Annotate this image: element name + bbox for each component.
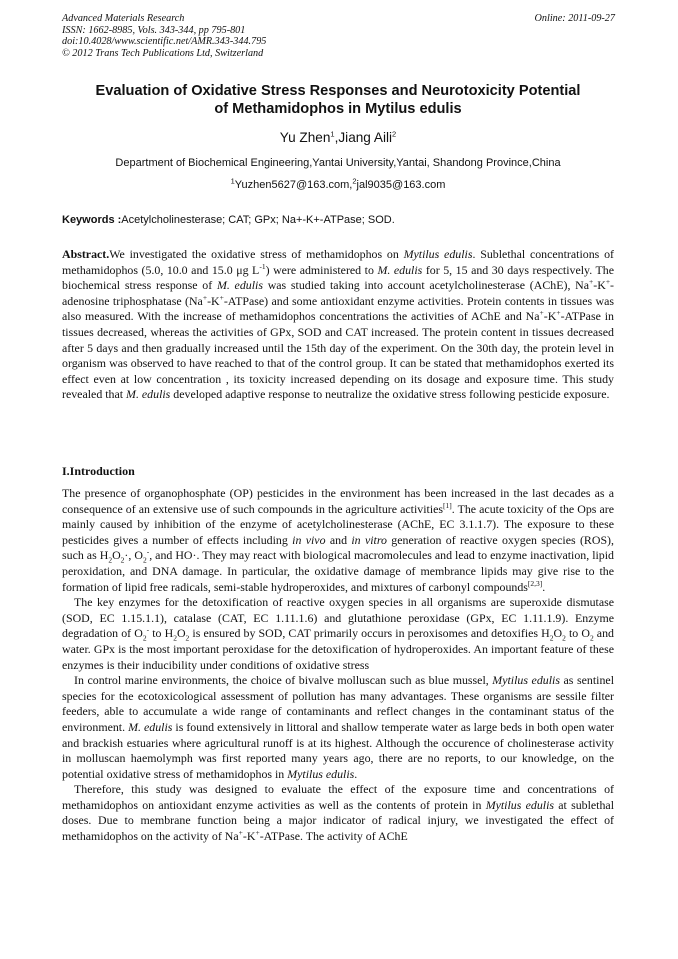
abstract-text: . Sublethal concentrations of methamidophos (5.0, 10.0 and 15.0 μg L [62,247,614,277]
citation: [2,3] [527,578,543,588]
abstract-text: -K [543,309,557,324]
body-text: ·, O [124,548,143,563]
body-text: is found extensively in littoral and shallow temperate water as large beds in both open water and brackish estuaries where agricultural runoff is at its highest. Although the occurence of cholinesterase activity in molluscan haemolymph was first reported many years ago, there are no reports, to our knowledge, on the potential oxidative stress of methamidophos in [62,719,614,781]
citation: [1] [443,500,452,510]
affiliation: Department of Biochemical Engineering,Yantai University,Yantai, Shandong Province,China [115,157,561,169]
journal-name: Advanced Materials Research [62,13,185,24]
species-name: M. edulis [216,278,263,293]
superscript: + [539,308,544,318]
abstract-paragraph [62,247,614,403]
body-text: generation of reactive oxygen species (ROS), such as H [62,532,614,563]
body-text: -ATPase. The activity of AChE [259,829,408,844]
copyright-line: © 2012 Trans Tech Publications Ltd, Switzerland [62,47,264,59]
species-name: Mytilus edulis [492,673,560,688]
superscript: + [202,292,208,302]
body-text: , and HO·. They may react with biological macromolecules and lead to enzyme inactivation, lipid peroxidation, and DNA damage. In particular, the oxidative damage of membrance lipids may give rise to the formation of lipid free radicals, semi-stable hydroperoxides, and mixtures of carbonyl compounds [62,548,615,594]
body-text: O [553,626,563,641]
online-date: Online: 2011-09-27 [534,13,615,24]
body-text: . The acute toxicity of the Ops are mainly caused by inhibition of the enzyme of acetylcholinesterase (AChE, EC 3.1.1.7). The exposure to these pesticides gives a number of effects including [62,501,614,547]
superscript: + [589,277,594,287]
subscript: 2 [562,633,566,643]
superscript: + [219,292,224,302]
body-text: and [325,532,352,547]
email-1: Yuzhen5627@163.com, [234,179,353,191]
abstract [62,247,614,403]
doi-line: doi:10.4028/www.scientific.net/AMR.343-344.795 [62,36,267,48]
author-emails [62,176,614,191]
email-1-marker: 1 [230,176,235,186]
abstract-text: -K [593,278,606,293]
body-text: at sublethal doses. Due to membrane function being a major indicator of radical injury, we investigated the effect of methamidophos on the activity of Na [62,797,614,844]
superscript: - [146,625,150,635]
keywords [62,214,614,226]
body-text: and water. GPx is the most important peroxidase for the detoxification of hydroperoxides. An important feature of these enzymes is their inducibility under conditions of oxidative stress [62,626,614,672]
body-text: -K [242,829,256,844]
italic-term: in vitro [351,532,387,547]
subscript: 2 [142,633,147,643]
body-text: to O [565,626,590,641]
abstract-text: -ATPase) and some antioxidant enzyme activities. Protein contents in tissues was also measured. With the increase of methamidophos concentrations the activities of AChE and Na [62,293,614,324]
title-line-1: Evaluation of Oxidative Stress Responses and Neurotoxicity Potential [95,83,581,99]
body-text: . [354,766,358,781]
species-name: M. edulis [128,719,173,734]
author-1-marker: 1 [330,129,335,139]
species-name: Mytilus edulis [403,247,473,261]
subscript: 2 [173,633,177,643]
superscript: -1 [259,261,266,271]
subscript: 2 [549,633,554,643]
keywords-label: Keywords : [62,214,122,226]
paper-title [62,82,614,119]
intro-paragraph-4 [62,782,614,844]
body-text: The presence of organophosphate (OP) pesticides in the environment has been increased in the last decades as a consequence of an extensive use of such compounds in the agriculture activities [62,486,614,516]
subscript: 2 [185,633,190,643]
email-2-marker: 2 [352,176,357,186]
subscript: 2 [108,555,113,565]
species-name: M. edulis [126,387,171,402]
introduction-body [62,486,614,845]
species-name: M. edulis [377,262,423,277]
title-line-2: of Methamidophos in Mytilus edulis [214,101,462,118]
intro-paragraph-1 [62,486,614,595]
abstract-text: -K [207,293,220,308]
keywords-text: Acetylcholinesterase; CAT; GPx; Na+-K+-ATPase; SOD. [121,214,395,226]
species-name: Mytilus edulis [485,797,554,812]
superscript: + [556,308,561,318]
body-text: O [176,626,186,641]
email-2: jal9035@163.com [356,179,446,191]
section-heading: I.Introduction [62,464,135,478]
intro-paragraph-2 [62,595,614,673]
abstract-text: was studied taking into account acetylcholinesterase (AChE), Na [262,278,590,293]
body-text: . [542,579,546,594]
abstract-text: developed adaptive response to neutralize the oxidative stress following pesticide exposure. [170,387,610,402]
body-text: is ensured by SOD, CAT primarily occurs in peroxisomes and detoxifies H [189,626,550,641]
author-list [62,130,614,145]
abstract-text: for 5, 15 and 30 days respectively. The biochemical stress response of [62,262,614,293]
body-text: as sentinel species for the ecotoxicological assessment of pollution has many advantages. These organisms are sessile filter feeders, able to accumulate a wide range of contaminants and reflect changes in the contaminant status of the environment. [62,673,614,734]
body-text: Therefore, this study was designed to evaluate the effect of the exposure time and concentrations of methamidophos on antioxidant enzyme activities as well as the contents of protein in [62,782,614,812]
abstract-text: ) were administered to [265,262,378,277]
abstract-text: -ATPase in tissues decreased, whereas the activities of GPx, SOD and CAT increased. The protein content in tissues decreased after 5 days and then gradually increased until the 15th day of the experiment. On the 30th day, the protein level in organism was observed to have reached to that of the control group. It can be stated that methamidophos exerted its effect even at low concentration , its toxicity increased depending on its dosage and exposure time. This study revealed that [62,309,614,402]
author-2-marker: 2 [392,129,397,139]
subscript: 2 [589,633,594,643]
body-text: The key enzymes for the detoxification of reactive oxygen species in all organisms are superoxide dismutase (SOD, EC 1.15.1.1), catalase (CAT, EC 1.11.1.6) and glutathione peroxidase (GPx, EC 1.11.1.9). Enzyme degradation of O [62,595,614,641]
intro-paragraph-3 [62,673,614,782]
italic-term: in vivo [292,532,326,547]
journal-header [62,13,266,59]
superscript: + [605,277,611,287]
species-name: Mytilus edulis [287,766,355,781]
superscript: + [238,828,243,838]
superscript: - [146,547,150,557]
author-1: Yu Zhen [279,130,331,145]
subscript: 2 [142,555,147,565]
author-2: Jiang Aili [338,130,393,145]
abstract-text: We investigated the oxidative stress of methamidophos on [109,247,404,261]
issn-line: ISSN: 1662-8985, Vols. 343-344, pp 795-801 [62,24,246,36]
body-text: In control marine environments, the choice of bivalve molluscan such as blue mussel, [74,673,493,688]
author-separator: , [334,130,339,145]
superscript: + [255,828,260,838]
abstract-label: Abstract. [62,247,110,261]
subscript: 2 [120,555,125,565]
abstract-text: -adenosine triphosphatase (Na [62,278,615,308]
body-text: O [112,548,121,563]
body-text: to H [149,626,174,641]
